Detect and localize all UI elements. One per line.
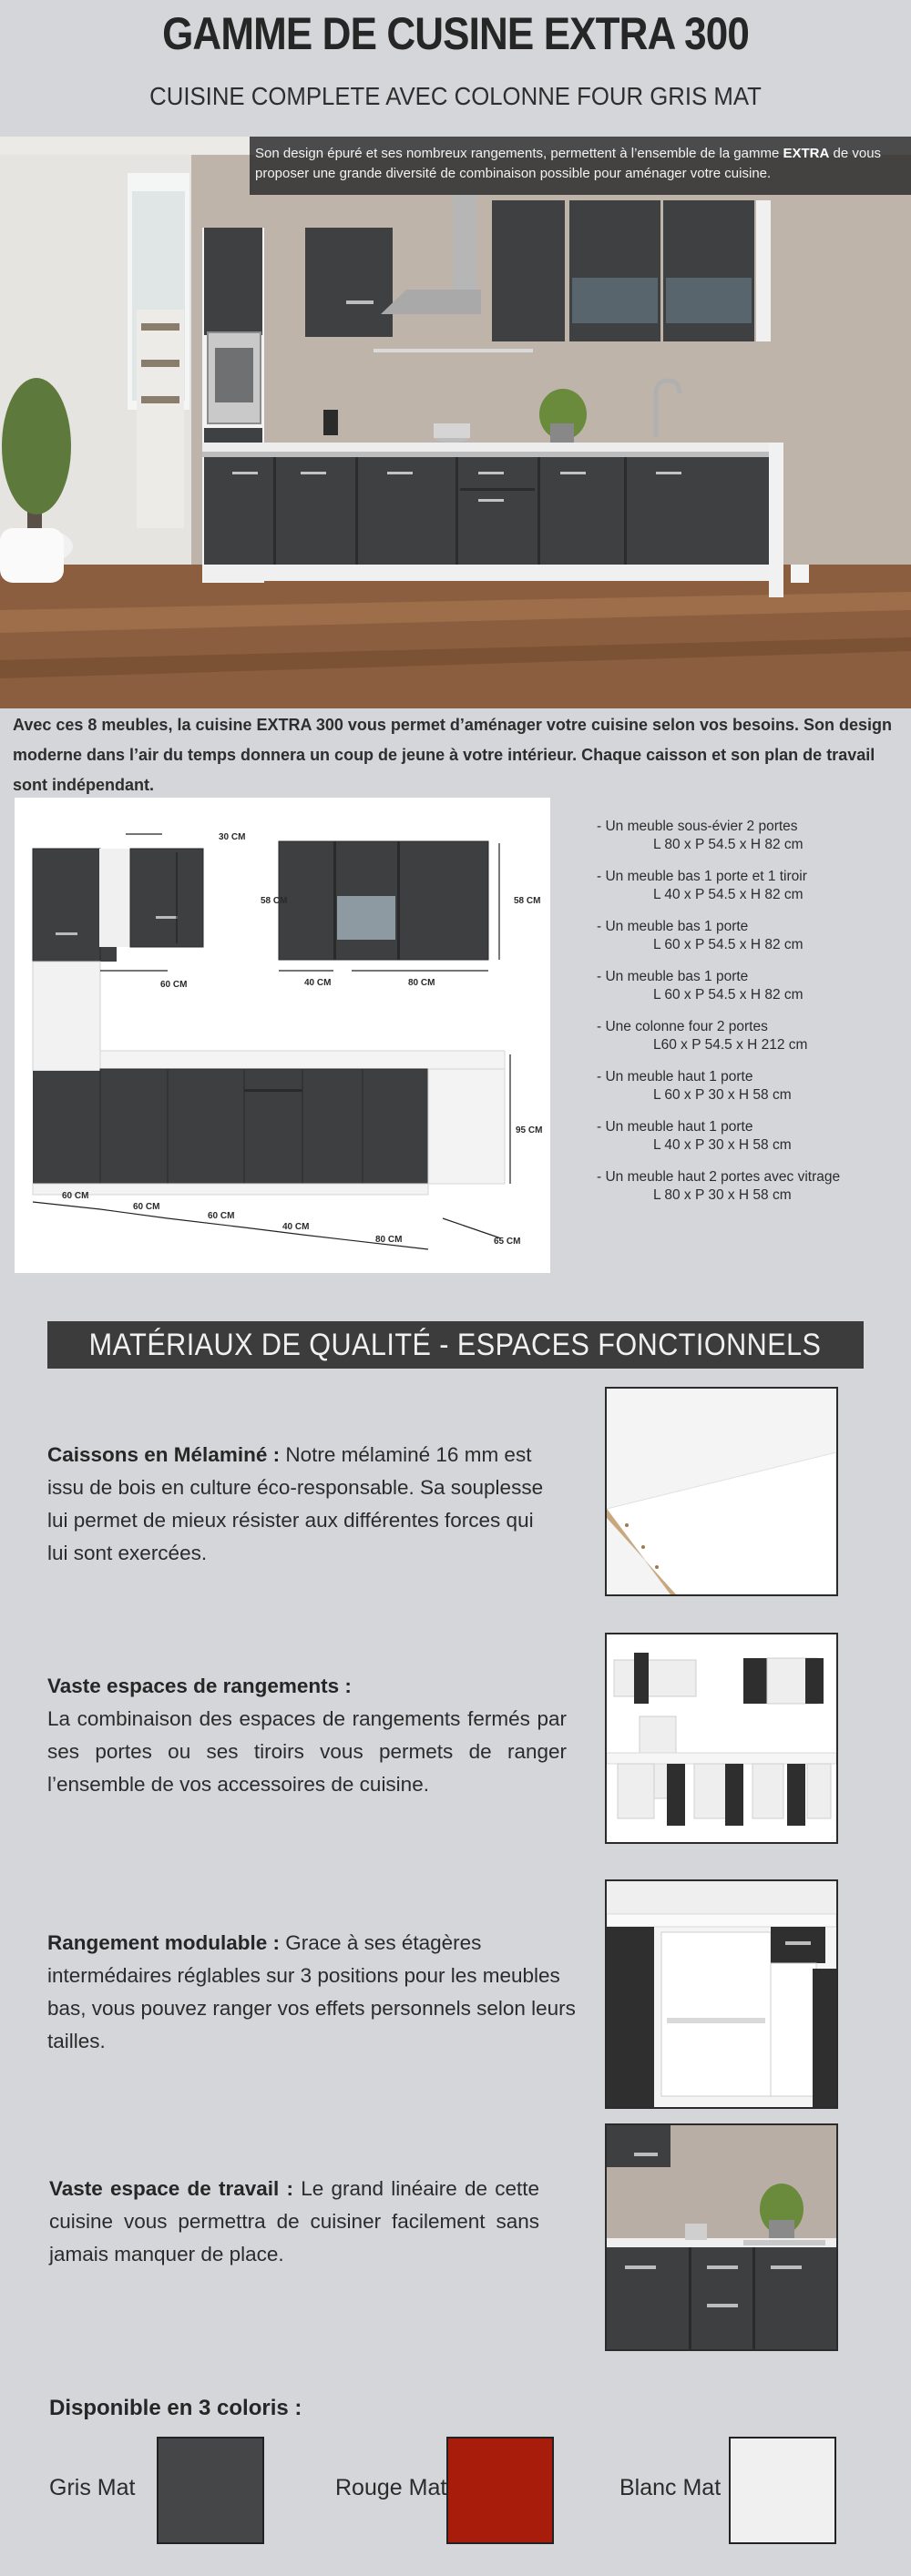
hero-description-brand: EXTRA [783,146,830,161]
feature-body: Grace à ses étagères intermédaires réglables sur 3 positions pour les meubles bas, vous pouvez ranger vos effets personnels selon leurs tailles. [47,1931,576,2052]
color-label-rouge: Rouge Mat [335,2475,447,2500]
melamine-photo [605,1387,838,1596]
dim-label: 80 CM [375,1235,403,1245]
modular-photo [605,1879,838,2109]
page-subtitle: CUISINE COMPLETE AVEC COLONNE FOUR GRIS MAT [149,82,762,110]
section-title: MATÉRIAUX DE QUALITÉ - ESPACES FONCTIONNELS [89,1328,822,1362]
feature-title: Vaste espace de travail : [49,2177,293,2200]
dim-label: 58 CM [261,896,288,906]
dim-label: 95 CM [516,1125,543,1135]
page-title: GAMME DE CUSINE EXTRA 300 [162,8,749,59]
spec-item: - Un meuble haut 2 portes avec vitrage L 80 x P 30 x H 58 cm [597,1169,841,1203]
hero-kitchen-photo [0,137,911,708]
dim-label: 40 CM [304,978,332,988]
feature-title: Vaste espaces de rangements : [47,1675,352,1697]
countertop-illustration [607,2125,836,2349]
dim-label: 58 CM [514,896,541,906]
feature-body: Notre mélaminé 16 mm est issu de bois en culture éco-responsable. Sa souplesse lui permet de mieux résister aux différentes forces qui lui sont exercées. [47,1443,544,1564]
kitchen-illustration [0,137,911,708]
dim-label: 60 CM [208,1211,235,1221]
cabinet-shelves-illustration [607,1881,836,2107]
feature-modular [47,1927,576,2058]
dim-label: 30 CM [219,832,246,842]
spec-item: - Un meuble bas 1 porte L 60 x P 54.5 x H 82 cm [597,919,804,952]
spec-item: - Un meuble sous-évier 2 portes L 80 x P 54.5 x H 82 cm [597,819,804,852]
intro-paragraph: Avec ces 8 meubles, la cuisine EXTRA 300 vous permet d’aménager votre cuisine selon vos besoins. Son design moderne dans l’air du temps donnera un coup de jeune à votre intérieur. Chaque caisson et son plan de travail sont indépendant. [13,716,893,794]
feature-title: Caissons en Mélaminé : [47,1443,281,1466]
dim-label: 60 CM [160,980,188,990]
hero-description-text: Son design épuré et ses nombreux rangements, permettent à l’ensemble de la gamme [255,146,783,161]
spec-item: - Un meuble haut 1 porte L 60 x P 30 x H 58 cm [597,1069,792,1103]
color-swatch-gris[interactable] [157,2437,264,2544]
feature-title: Rangement modulable : [47,1931,281,1954]
color-swatch-blanc[interactable] [729,2437,836,2544]
dim-label: 40 CM [282,1222,310,1232]
hero-description [250,137,911,195]
dim-label: 65 CM [494,1237,521,1247]
feature-storage [47,1670,567,1801]
color-label-gris: Gris Mat [49,2475,136,2500]
storage-photo [605,1633,838,1844]
spec-item: - Une colonne four 2 portes L60 x P 54.5 x H 212 cm [597,1019,808,1053]
feature-melamine [47,1439,550,1570]
spec-item: - Un meuble bas 1 porte et 1 tiroir L 40 x P 54.5 x H 82 cm [597,869,807,902]
feature-body: Le grand linéaire de cette cuisine vous permettra de cuisiner facilement sans jamais manquer de place. [49,2177,539,2265]
melamine-board-illustration [607,1389,836,1594]
feature-body: La combinaison des espaces de rangements fermés par ses portes ou ses tiroirs vous permets de ranger l’ensemble de vos accessoires de cuisine. [47,1707,567,1796]
hero-description-text-end: de vous proposer une grande diversité de combinaison possible pour aménager votre cuisine. [255,146,882,181]
colors-title: Disponible en 3 coloris : [49,2396,302,2420]
dim-label: 80 CM [408,978,435,988]
workspace-photo [605,2123,838,2351]
dim-label: 60 CM [62,1191,89,1201]
color-label-blanc: Blanc Mat [619,2475,722,2500]
feature-workspace [49,2173,539,2271]
dim-label: 60 CM [133,1202,160,1212]
color-swatch-rouge[interactable] [446,2437,554,2544]
open-cabinets-illustration [607,1634,836,1842]
spec-item: - Un meuble bas 1 porte L 60 x P 54.5 x H 82 cm [597,969,804,1003]
spec-list [597,818,897,1218]
dimensions-diagram [15,798,550,1273]
section-banner [47,1321,864,1369]
dimensions-drawing [15,798,550,1273]
spec-item: - Un meuble haut 1 porte L 40 x P 30 x H 58 cm [597,1119,792,1153]
